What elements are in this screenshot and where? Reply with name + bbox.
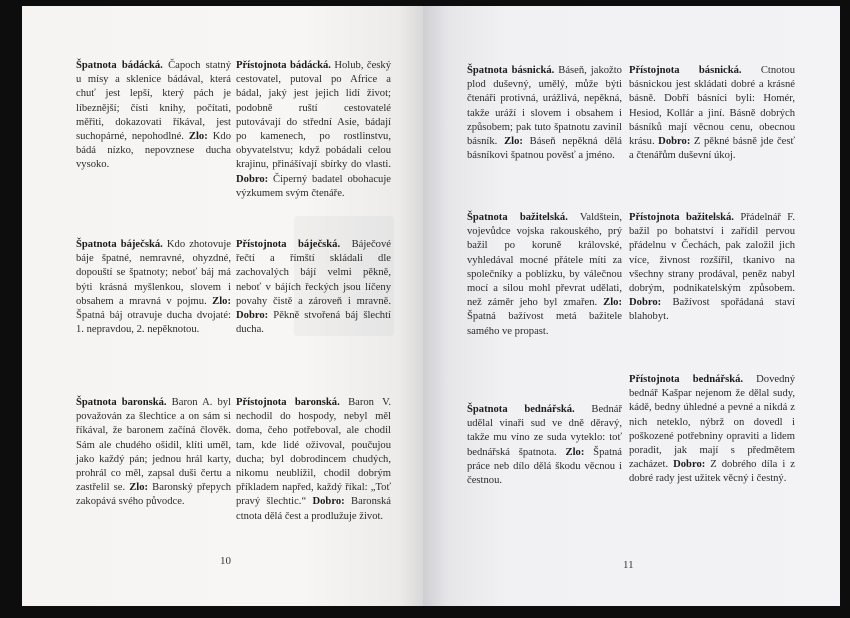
entry-text: Báječové řečtí a římští skládali dle zachovalých bájí velmi pěkně, neboť v bájích řeckých jsou líčeny povahy čistě a zároveň i mravně. xyxy=(236,239,391,307)
entry-text: Báseň, jakožto plod duševný, umělý, může býti čtenáři protivná, urážlivá, nepěkná, takže uráží i slovem i obsahem i způsobem; pak tuto špatnotu zavinil básník. xyxy=(467,65,622,148)
entry-tail: Pěkně stvořená báj šlechtí ducha. xyxy=(236,310,391,336)
entry-text: Ctnotou básnickou jest skládati dobré a krásné básně. Dobří básníci byli: Homér, Hesiod, Kollár a jiní. Básně dobrých básníků mají věcnou cenu, obecnou krásu. xyxy=(629,65,795,148)
entry-spatnota-basnicka xyxy=(467,64,622,163)
entry-label: Zlo: xyxy=(188,131,208,143)
entry-heading: Špatnota bednářská. xyxy=(467,404,575,415)
entry-label: Zlo: xyxy=(129,482,149,494)
entry-label: Dobro: xyxy=(629,297,662,309)
entry-text: Dovedný bednář Kašpar nejenom že dělal sudy, kádě, bedny úhledné a pevné a nikdá z nich neteklo, nýbrž on dovedl i poškozené potřebniny opraviti a lidem poradit, jak mají s předmětem zacházet. xyxy=(629,374,795,471)
entry-pristojnota-bednarska xyxy=(629,373,795,487)
entry-spatnota-badacka xyxy=(76,59,231,173)
entry-spatnota-bajecska xyxy=(76,238,231,337)
entry-spatnota-bednarska xyxy=(467,403,622,488)
entry-label: Dobro: xyxy=(236,173,269,185)
entry-tail: Báseň nepěkná dělá básníkovi špatnou pověsť a jméno. xyxy=(467,136,622,162)
entry-text: Baron A. byl považován za šlechtice a on sám si říkával, že baronem začíná člověk. Sám ale chudého ošidil, klíti uměl, jako každý pán; jednou hrál karty, prohrál co měl, zapsal duši čertu a zastřelil se. xyxy=(76,397,231,494)
entry-spatnota-bazitelska xyxy=(467,211,622,339)
entry-heading: Přístojnota baronská. xyxy=(236,397,340,408)
entry-tail: Baronská ctnota dělá čest a prodlužuje život. xyxy=(236,496,392,522)
entry-tail: Špatná báj otravuje ducha dvojaté: 1. nepravdou, 2. nepěknotou. xyxy=(76,310,231,336)
entry-label: Zlo: xyxy=(212,295,231,307)
entry-heading: Přístojnota bažitelská. xyxy=(629,212,734,223)
entry-text: Baron V. nechodil do hospody, nebyl měl doma, čeho potřeboval, ale chodil tam, kde lidé oživoval, poučujou ducha; byl dobrodincem chudých, nikomu neublížil, chodil dobrým příkladem napřed, každý říkal: „Toť pravý šlechtic.“ xyxy=(236,397,392,508)
entry-label: Zlo: xyxy=(504,136,523,148)
page-number-right: 11 xyxy=(623,559,634,571)
entry-heading: Přístojnota básnická. xyxy=(629,65,742,76)
entry-text: Valdštein, vojevůdce vojska rakouského, prý bažil po koruně královské, vyhledával mocné přátele míti za společníky a poblízku, by válečnou mocí a silou mohl převrat udělati, než záměr jeho byl zmařen. xyxy=(467,212,622,309)
entry-label: Zlo: xyxy=(603,297,622,309)
entry-label: Dobro: xyxy=(312,496,345,508)
entry-text: Čapoch statný u mísy a sklenice bádával, která chuť jest lepší, který pách je líbeznější; čísti knihy, počítati, měřiti, dokazovati říkával, jest suchopárné, nepohodlné. xyxy=(76,60,231,143)
entry-tail: Bažívost spořádaná staví blahobyt. xyxy=(629,297,795,323)
page-number-left: 10 xyxy=(220,555,231,567)
entry-pristojnota-baronska xyxy=(236,396,391,524)
entry-pristojnota-bazitelska xyxy=(629,211,795,325)
entry-heading: Špatnota báječská. xyxy=(76,239,163,250)
entry-label: Dobro: xyxy=(236,310,269,322)
entry-tail: Baronský přepych zakopává svého původce. xyxy=(76,482,231,508)
entry-heading: Přístojnota báječská. xyxy=(236,239,341,250)
entry-text: Bednář udělal vinaři sud ve dně děravý, takže mu víno ze suda vyteklo: toť bednářská špatnota. xyxy=(467,404,622,458)
entry-pristojnota-basnicka xyxy=(629,64,795,163)
entry-tail: Špatná práce neb dílo dělá škodu věcnou i čestnou. xyxy=(467,446,623,487)
book-spread xyxy=(22,6,840,606)
entry-heading: Přístojnota bádácká. xyxy=(236,60,331,71)
entry-text: Přádelnář F. bažil po bohatství i zařídil pervou přádelnu v Čechách, pak založil jich více, živnost rozšířil, tkanivo na všechny strany prodával, peněz nabyl dobrým, podnikatelským způsobem. xyxy=(629,212,795,295)
entry-pristojnota-badacka xyxy=(236,59,391,201)
entry-label: Dobro: xyxy=(658,136,691,148)
entry-heading: Špatnota bažitelská. xyxy=(467,212,568,223)
entry-tail: Z pěkné básně jde česť a čtenářům duševní úkoj. xyxy=(629,136,796,162)
entry-tail: Čiperný badatel obohacuje výzkumem svým čtenáře. xyxy=(236,173,391,199)
entry-spatnota-baronska xyxy=(76,396,231,510)
entry-tail: Špatná bažívost metá bažitele samého ve propast. xyxy=(467,311,622,337)
entry-text: Holub, český cestovatel, putoval po Africe a bádal, jaký jest jejich lidí život; podobně ruští cestovatelé putovávají do střední Asie, bádají po kamenech, po rostlinstvu, obyvatelstvu; když pobádali celou krajinu, přinášívají sbírky do vlasti. xyxy=(236,60,392,171)
right-page xyxy=(423,6,840,606)
entry-tail: Kdo bádá nízko, nepovznese ducha vysoko. xyxy=(76,131,231,171)
entry-pristojnota-bajecska xyxy=(236,238,391,337)
entry-heading: Špatnota baronská. xyxy=(76,397,167,408)
entry-heading: Špatnota básnická. xyxy=(467,65,555,76)
entry-label: Dobro: xyxy=(673,459,706,471)
entry-heading: Přístojnota bednářská. xyxy=(629,374,744,385)
entry-label: Zlo: xyxy=(565,446,585,458)
entry-text: Kdo zhotovuje báje špatné, nemravné, ohyzdné, dopouští se špatnoty; neboť báj má býti krásná myšlenkou, slovem i obsahem a mravná v pojmu. xyxy=(76,239,231,307)
left-page xyxy=(22,6,423,606)
entry-tail: Z dobrého díla i z dobré rady jest užitek věcný i čestný. xyxy=(629,459,795,485)
entry-heading: Špatnota bádácká. xyxy=(76,60,163,71)
